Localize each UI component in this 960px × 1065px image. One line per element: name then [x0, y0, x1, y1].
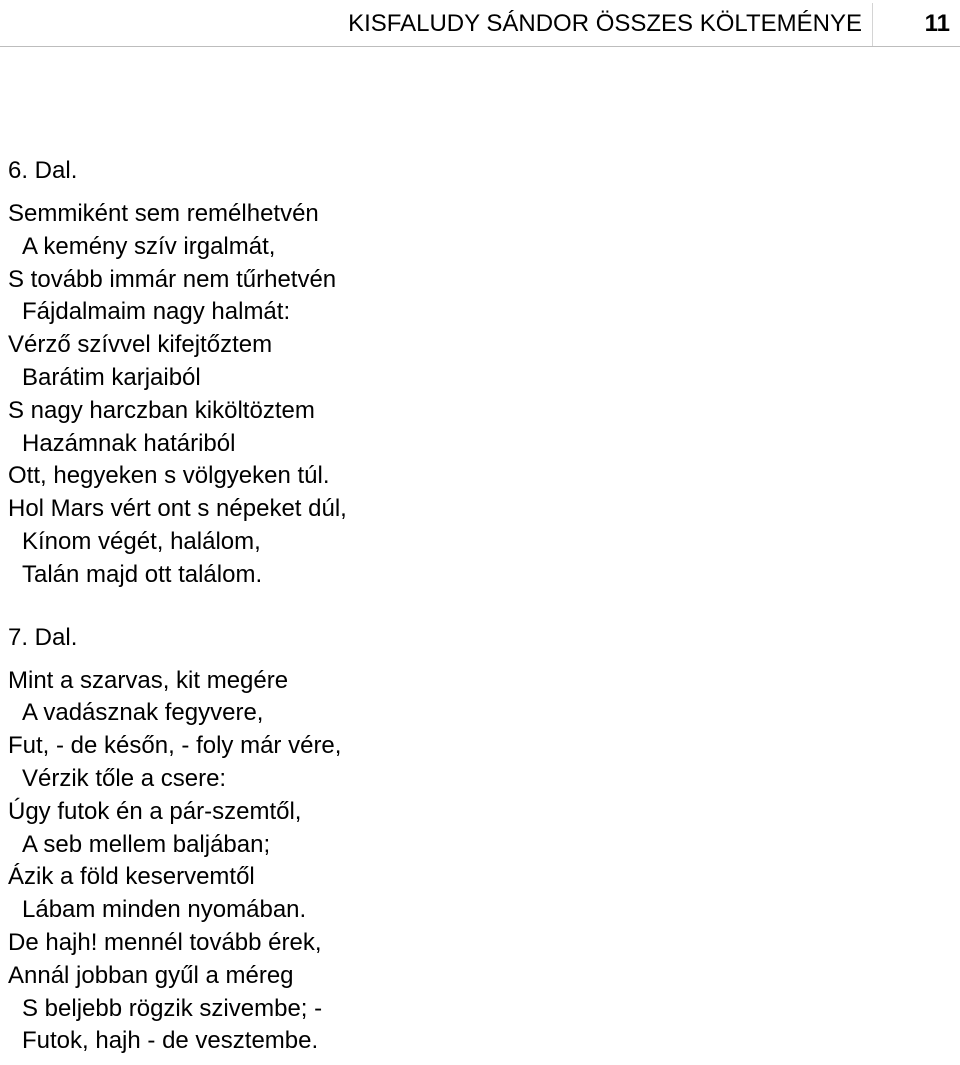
- poem-line: A kemény szív irgalmát,: [22, 232, 276, 260]
- poem-line: Kínom végét, halálom,: [22, 527, 261, 555]
- song-6: [8, 155, 948, 592]
- poem-line: Fut, - de későn, - foly már vére,: [8, 732, 342, 760]
- song-7: [8, 622, 948, 1059]
- book-title: KISFALUDY SÁNDOR ÖSSZES KÖLTEMÉNYE: [348, 10, 862, 37]
- song-heading: 7. Dal.: [8, 623, 78, 651]
- poem-line: S nagy harczban kiköltöztem: [8, 396, 315, 424]
- poem-line: Hol Mars vért ont s népeket dúl,: [8, 495, 347, 523]
- poem-line: Mint a szarvas, kit megére: [8, 666, 289, 694]
- poem-line: Talán majd ott találom.: [22, 560, 263, 588]
- page-number: 11: [924, 10, 950, 37]
- poem-line: A seb mellem baljában;: [22, 830, 271, 858]
- poem-line: S tovább immár nem tűrhetvén: [8, 265, 337, 293]
- poem-line: Ott, hegyeken s völgyeken túl.: [8, 462, 330, 490]
- song-heading: 6. Dal.: [8, 157, 78, 184]
- page-header: [0, 0, 960, 48]
- poem-line: Hazámnak határiból: [22, 429, 236, 457]
- page-content: [8, 155, 948, 1058]
- poem-lines: [8, 665, 948, 1059]
- poem-line: Úgy futok én a pár-szemtől,: [8, 797, 302, 825]
- poem-line: Fájdalmaim nagy halmát:: [22, 298, 291, 326]
- poem-line: Barátim karjaiból: [22, 363, 201, 391]
- poem-line: Vérző szívvel kifejtőztem: [8, 331, 273, 359]
- poem-line: A vadásznak fegyvere,: [22, 699, 264, 727]
- poem-line: Futok, hajh - de vesztembe.: [22, 1027, 319, 1055]
- poem-line: S beljebb rögzik szivembe; -: [22, 994, 323, 1022]
- poem-line: Lábam minden nyomában.: [22, 896, 307, 924]
- poem-line: Annál jobban gyűl a méreg: [8, 961, 294, 989]
- poem-lines: [8, 198, 948, 592]
- poem-line: De hajh! mennél tovább érek,: [8, 928, 322, 956]
- poem-line: Vérzik tőle a csere:: [22, 764, 227, 792]
- header-rule: [0, 46, 960, 47]
- header-divider: [872, 3, 873, 47]
- poem-line: Semmiként sem remélhetvén: [8, 200, 319, 227]
- poem-line: Ázik a föld keservemtől: [8, 863, 255, 891]
